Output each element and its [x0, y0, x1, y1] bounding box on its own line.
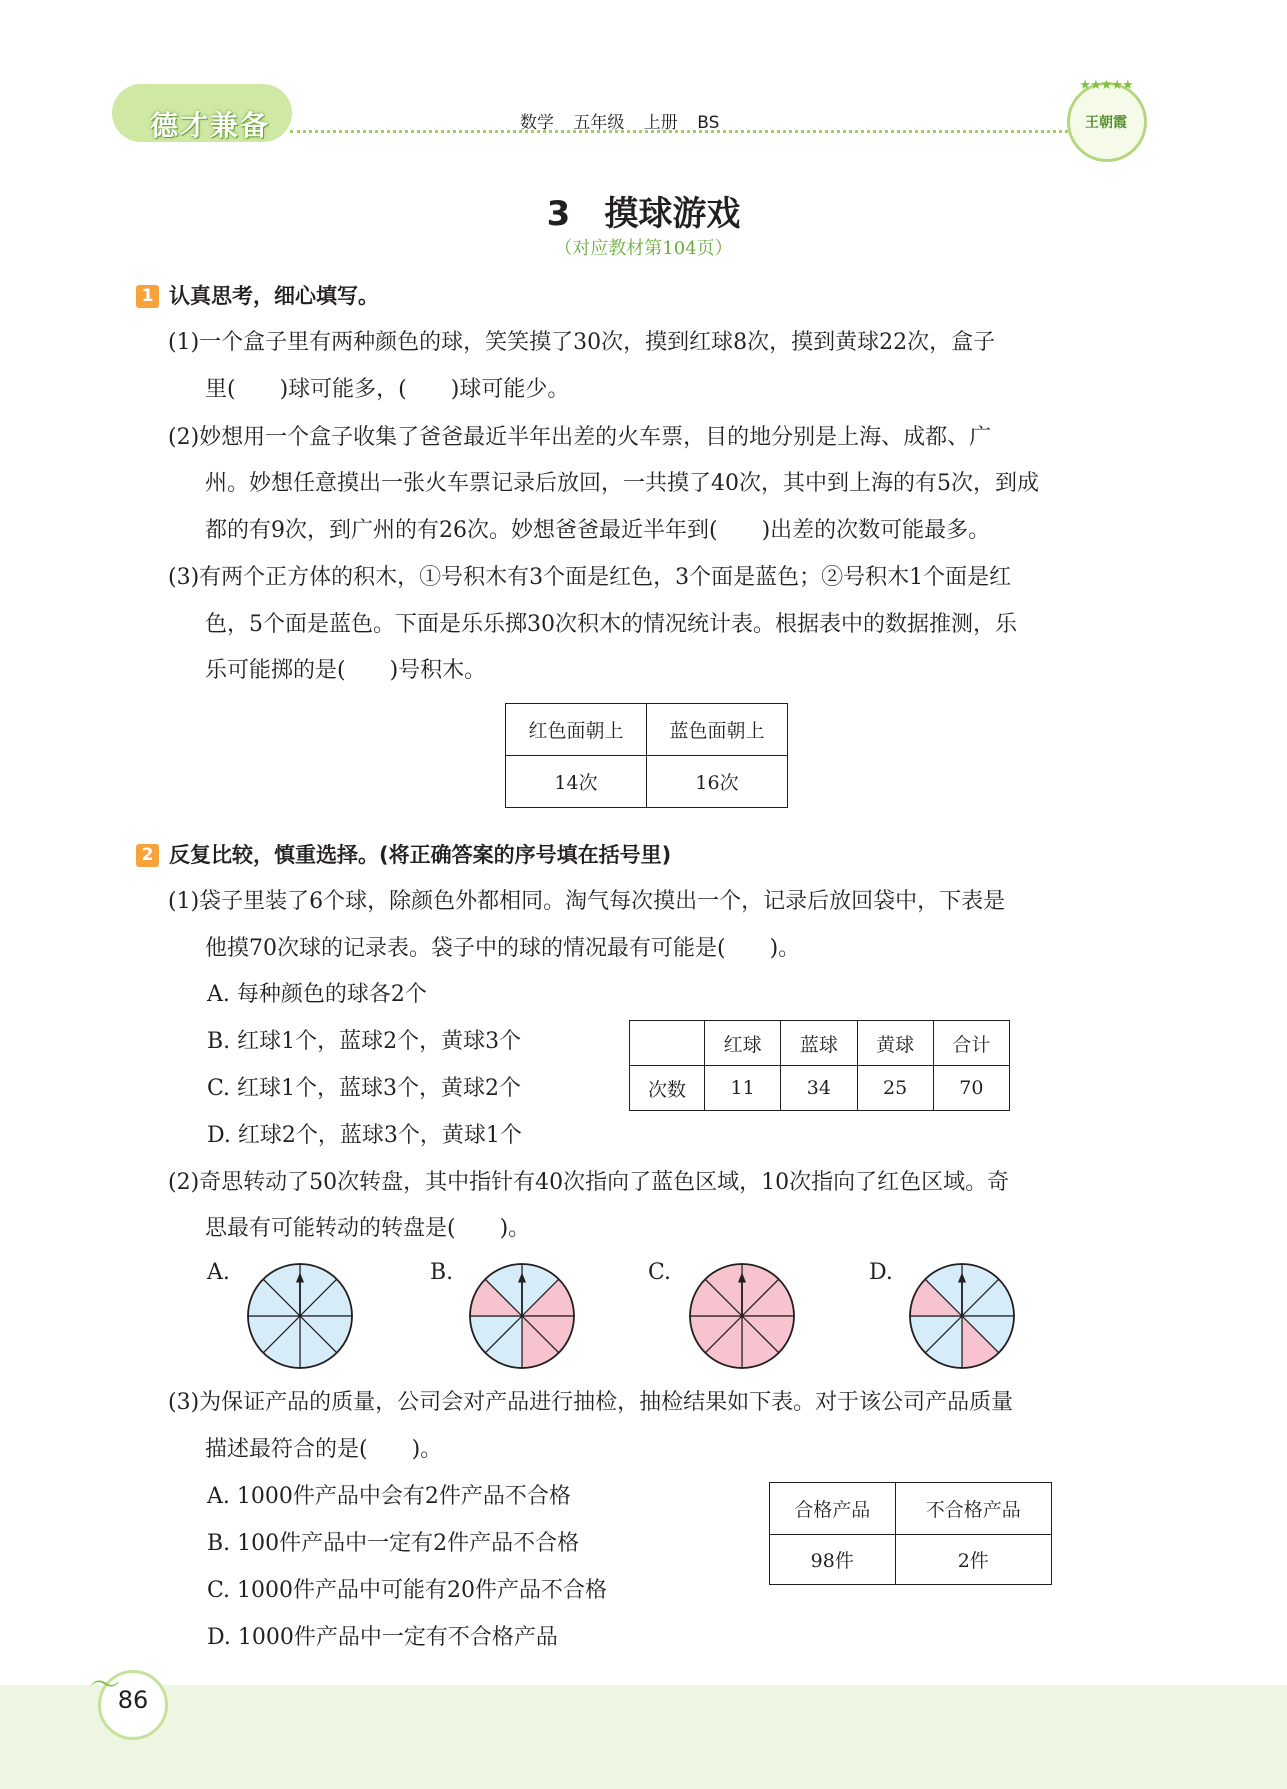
- s2-q3-line1: (3)为保证产品的质量，公司会对产品进行抽检，抽检结果如下表。对于该公司产品质量: [168, 1390, 1014, 1415]
- table-cell: 98件: [770, 1535, 896, 1585]
- s2-q1-option-d: D. 红球2个，蓝球3个，黄球1个: [207, 1123, 522, 1148]
- page-subtitle: （对应教材第104页）: [554, 238, 733, 259]
- s1-q3-line2: 色，5个面是蓝色。下面是乐乐掷30次积木的情况统计表。根据表中的数据推测，乐: [205, 612, 1017, 637]
- footer-band: [0, 1685, 1287, 1789]
- table-cell: 14次: [506, 756, 647, 808]
- spinner-c-label: C.: [648, 1260, 672, 1285]
- s2-q1-option-c: C. 红球1个，蓝球3个，黄球2个: [207, 1076, 522, 1101]
- table-cell: 25: [857, 1066, 933, 1111]
- table-cell: 11: [705, 1066, 781, 1111]
- table-header: 不合格产品: [895, 1483, 1051, 1535]
- spinner-d-label: D.: [869, 1260, 893, 1285]
- s2-q1-line2: 他摸70次球的记录表。袋子中的球的情况最有可能是( )。: [205, 936, 801, 961]
- spinner-b-label: B.: [430, 1260, 454, 1285]
- s1-q1-line1: (1)一个盒子里有两种颜色的球，笑笑摸了30次，摸到红球8次，摸到黄球22次，盒子: [168, 330, 996, 355]
- table-header: 合格产品: [770, 1483, 896, 1535]
- s2-q1-option-b: B. 红球1个，蓝球2个，黄球3个: [207, 1029, 522, 1054]
- spinner-b: [462, 1256, 582, 1376]
- s2-q3-option-a: A. 1000件产品中会有2件产品不合格: [207, 1484, 571, 1509]
- section-1-heading: [136, 280, 379, 310]
- s2-q3-option-d: D. 1000件产品中一定有不合格产品: [207, 1625, 558, 1650]
- s2-q1-line1: (1)袋子里装了6个球，除颜色外都相同。淘气每次摸出一个，记录后放回袋中，下表是: [168, 889, 1006, 914]
- header-info: 数学 五年级 上册 BS: [520, 113, 720, 133]
- dolphin-icon: 〜: [90, 1668, 120, 1703]
- section-2-heading-text: 反复比较，慎重选择。(将正确答案的序号填在括号里): [169, 843, 672, 867]
- s1-q1-line2: 里( )球可能多，( )球可能少。: [205, 377, 570, 402]
- section-1-heading-text: 认真思考，细心填写。: [169, 284, 379, 308]
- spinner-c: [682, 1256, 802, 1376]
- page-number: 86: [117, 1686, 149, 1714]
- s1-q2-line2: 州。妙想任意摸出一张火车票记录后放回，一共摸了40次，其中到上海的有5次，到成: [205, 471, 1039, 496]
- s2-q3-line2: 描述最符合的是( )。: [205, 1437, 443, 1462]
- s2-q3-option-b: B. 100件产品中一定有2件产品不合格: [207, 1531, 580, 1556]
- table-cell: 34: [781, 1066, 857, 1111]
- table-header: 红球: [705, 1021, 781, 1066]
- section-1-badge: 1: [136, 285, 159, 308]
- table-header: 红色面朝上: [506, 704, 647, 756]
- spinner-a-label: A.: [207, 1260, 230, 1285]
- table-cell: 70: [933, 1066, 1009, 1111]
- s1-q3-line3: 乐可能掷的是( )号积木。: [205, 658, 487, 683]
- seal-text: 王朝霞: [1085, 115, 1127, 131]
- table-header: 蓝球: [781, 1021, 857, 1066]
- cube-result-table: [505, 703, 788, 808]
- spinner-d: [902, 1256, 1022, 1376]
- s2-q2-line2: 思最有可能转动的转盘是( )。: [205, 1216, 531, 1241]
- s2-q2-line1: (2)奇思转动了50次转盘，其中指针有40次指向了蓝色区域，10次指向了红色区域。奇: [168, 1170, 1010, 1195]
- seal-stars: ★★★★★: [1079, 78, 1133, 93]
- table-header: 黄球: [857, 1021, 933, 1066]
- table-row-label: 次数: [630, 1066, 705, 1111]
- page-title: 3 摸球游戏: [546, 194, 741, 234]
- s1-q2-line3: 都的有9次，到广州的有26次。妙想爸爸最近半年到( )出差的次数可能最多。: [205, 518, 991, 543]
- s1-q2-line1: (2)妙想用一个盒子收集了爸爸最近半年出差的火车票，目的地分别是上海、成都、广: [168, 425, 992, 450]
- table-cell: 16次: [647, 756, 788, 808]
- table-header: [630, 1021, 705, 1066]
- table-cell: 2件: [895, 1535, 1051, 1585]
- table-header: 蓝色面朝上: [647, 704, 788, 756]
- s1-q3-line1: (3)有两个正方体的积木，①号积木有3个面是红色，3个面是蓝色；②号积木1个面是红: [168, 565, 1012, 590]
- s2-q1-option-a: A. 每种颜色的球各2个: [207, 982, 427, 1007]
- quality-table: [769, 1482, 1052, 1585]
- s2-q3-option-c: C. 1000件产品中可能有20件产品不合格: [207, 1578, 608, 1603]
- ball-record-table: [629, 1020, 1010, 1111]
- section-2-heading: [136, 839, 671, 869]
- section-2-badge: 2: [136, 844, 159, 867]
- table-header: 合计: [933, 1021, 1009, 1066]
- logo-text: 德才兼备: [150, 109, 271, 142]
- spinner-a: [240, 1256, 360, 1376]
